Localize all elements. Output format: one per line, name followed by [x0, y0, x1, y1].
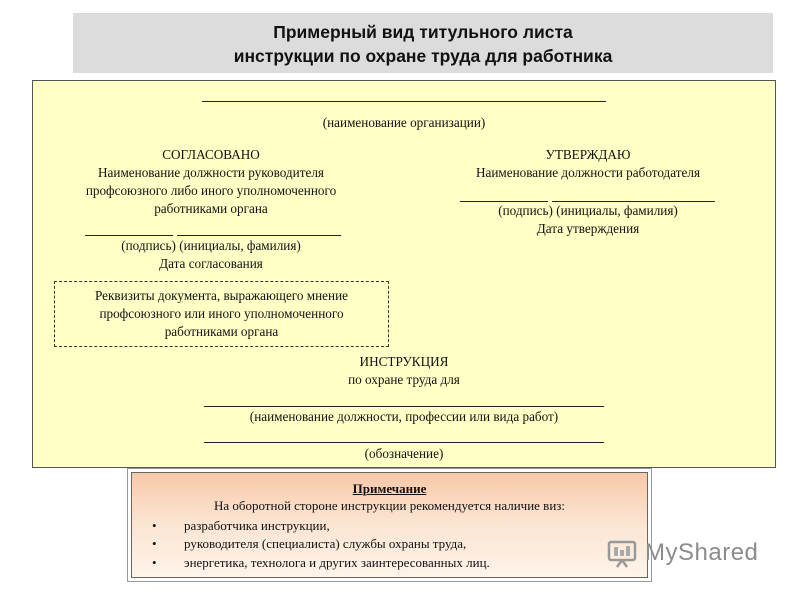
approve-date-label: Дата утверждения	[536, 221, 640, 236]
bullet-icon: •	[152, 536, 157, 551]
agreed-date-label: Дата согласования	[159, 256, 263, 271]
slide-title-line-1: Примерный вид титульного листа	[273, 22, 573, 42]
requisites-box	[54, 281, 389, 347]
requisites-line-3: работниками органа	[164, 324, 279, 339]
instruction-subheading: по охране труда для	[348, 372, 460, 387]
agreed-signature-line	[85, 235, 173, 236]
position-caption: (наименование должности, профессии или вида работ)	[249, 409, 559, 424]
approve-signature-caption: (подпись) (инициалы, фамилия)	[498, 203, 678, 218]
approve-line-1: Наименование должности работодателя	[475, 165, 701, 180]
note-item	[152, 555, 490, 571]
slide-title-line-2: инструкции по охране труда для работника	[233, 46, 613, 66]
note-item-text: разработчика инструкции,	[184, 518, 330, 533]
note-title: Примечание	[352, 481, 427, 496]
slide-title-box	[73, 13, 773, 73]
agreed-name-line	[177, 235, 341, 236]
approve-heading: УТВЕРЖДАЮ	[545, 147, 631, 162]
note-box	[131, 472, 648, 578]
note-item-text: энергетика, технолога и других заинтересованных лиц.	[184, 555, 490, 570]
org-name-line	[202, 101, 606, 102]
note-item-text: руководителя (специалиста) службы охраны труда,	[184, 536, 467, 551]
org-name-caption: (наименование организации)	[322, 115, 486, 130]
note-item	[152, 518, 330, 534]
note-item	[152, 536, 466, 552]
position-line	[204, 406, 604, 407]
bullet-icon: •	[152, 518, 157, 533]
designation-caption: (обозначение)	[364, 446, 444, 461]
agreed-heading: СОГЛАСОВАНО	[162, 147, 260, 162]
title-page-form	[32, 80, 776, 468]
instruction-heading: ИНСТРУКЦИЯ	[359, 354, 449, 369]
agreed-line-1: Наименование должности руководителя	[98, 165, 324, 180]
agreed-line-2: профсоюзного либо иного уполномоченного	[85, 183, 337, 198]
requisites-line-1: Реквизиты документа, выражающего мнение	[94, 288, 348, 303]
note-intro: На оборотной стороне инструкции рекомендуется наличие виз:	[213, 498, 566, 513]
agreed-line-3: работниками органа	[154, 201, 268, 216]
watermark-text: MyShared	[645, 539, 759, 566]
requisites-line-2: профсоюзного или иного уполномоченного	[99, 306, 344, 321]
presentation-board-icon	[607, 538, 637, 568]
myshared-watermark	[607, 536, 777, 572]
bullet-icon: •	[152, 555, 157, 570]
designation-line	[204, 442, 604, 443]
agreed-signature-caption: (подпись) (инициалы, фамилия)	[121, 238, 301, 253]
